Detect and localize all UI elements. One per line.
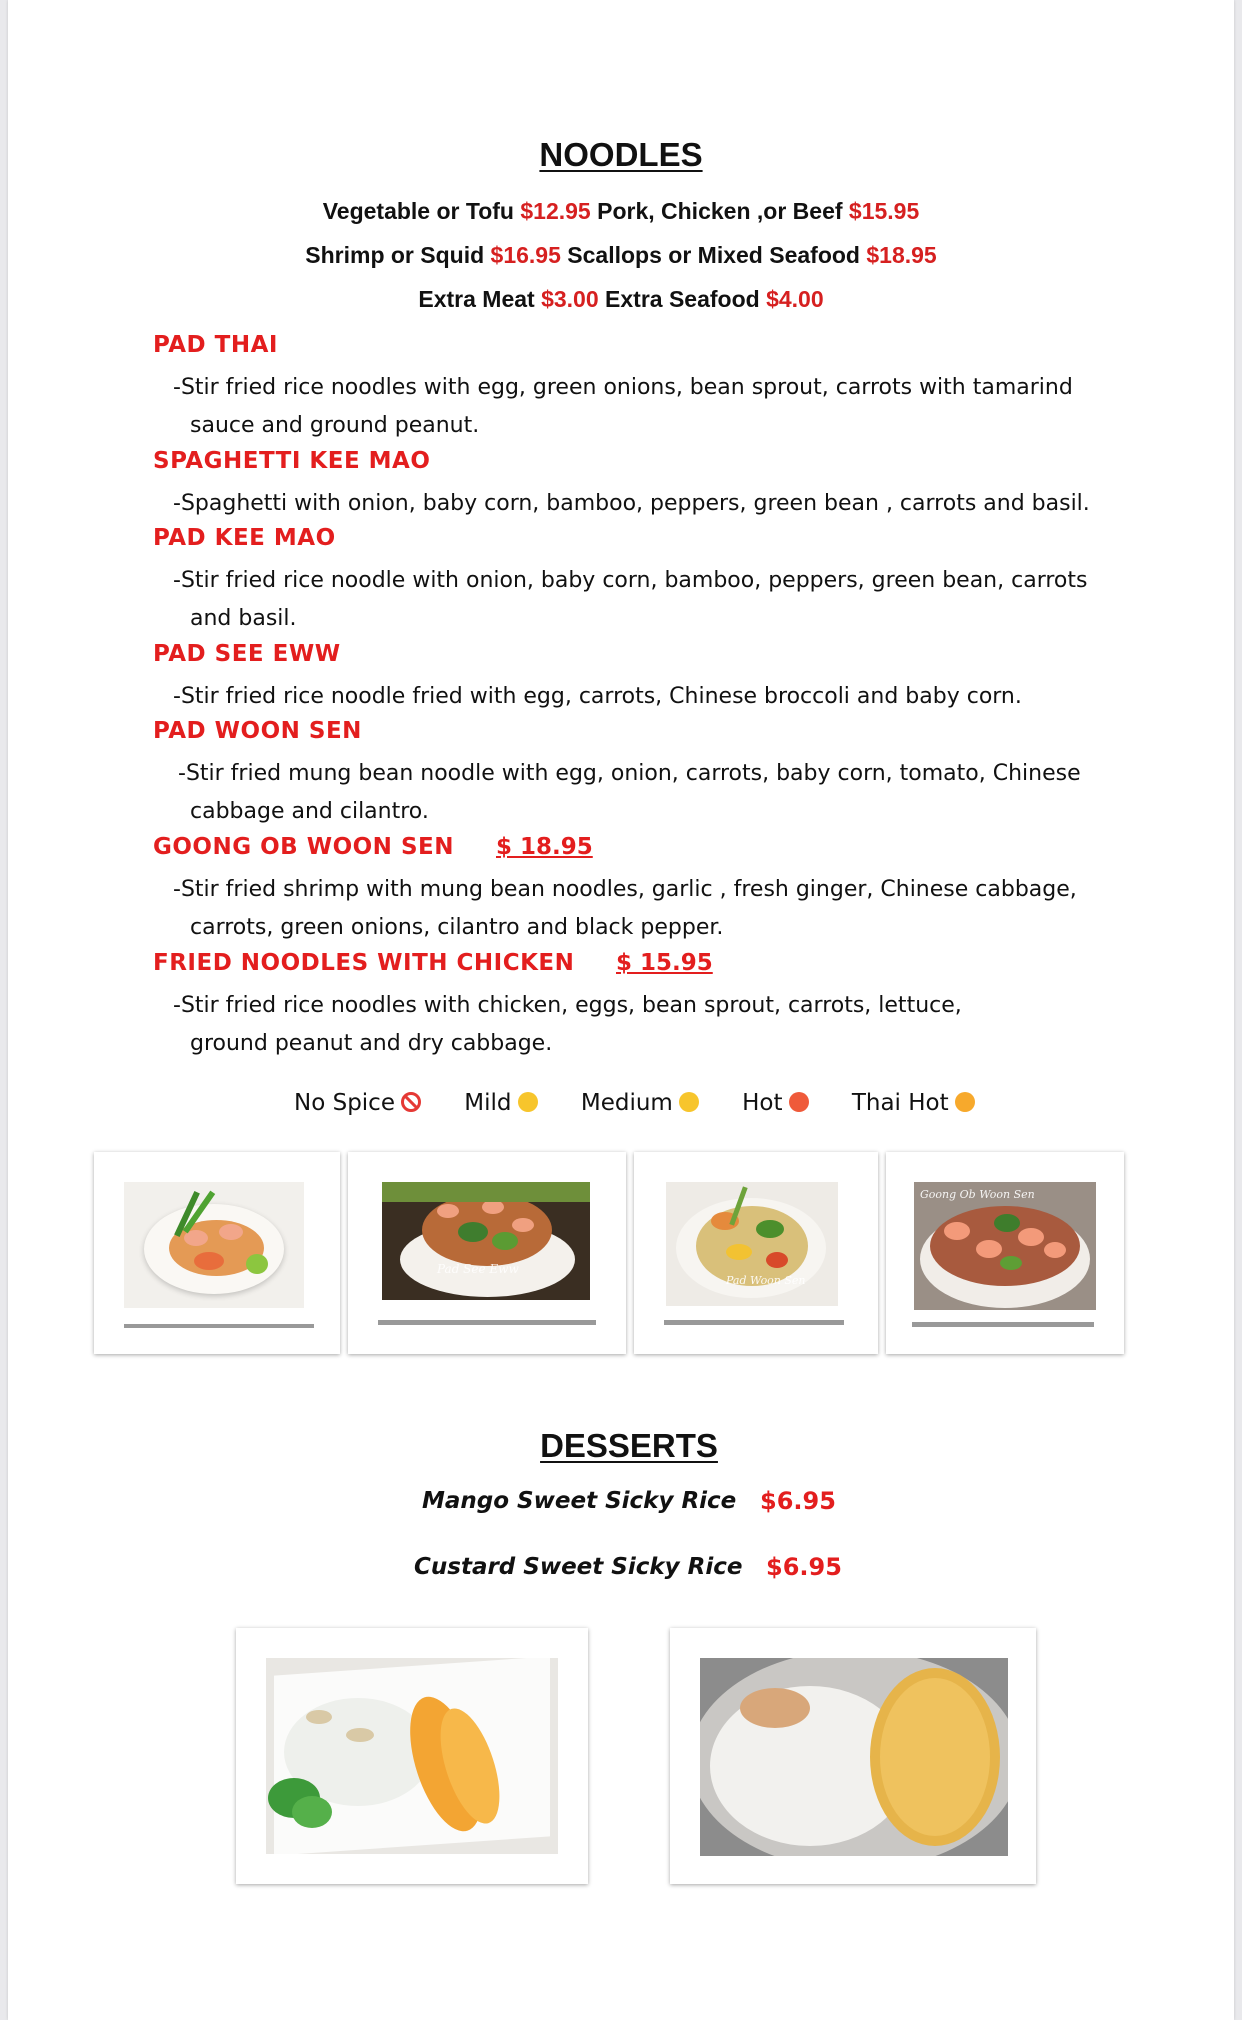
price-label: Shrimp or Squid xyxy=(305,242,491,268)
hot-face-icon xyxy=(789,1092,809,1112)
item-desc-pad-thai-line1: -Stir fried rice noodles with egg, green onions, bean sprout, carrots with tamarind xyxy=(173,375,1073,400)
price-value: $3.00 xyxy=(541,286,599,312)
dessert-name-custard: Custard Sweet Sicky Rice xyxy=(414,1554,743,1580)
spice-label-hot: Hot xyxy=(742,1090,783,1116)
item-price-fried-noodles-chicken: $ 15.95 xyxy=(616,950,713,976)
photo-frame-goong-ob-woon-sen xyxy=(886,1152,1124,1354)
price-value: $15.95 xyxy=(848,198,920,224)
photo-overlay-pad-see-eww: Pad See Eww xyxy=(437,1262,519,1276)
price-value: $16.95 xyxy=(490,242,561,268)
price-label: Extra Seafood xyxy=(598,286,767,312)
dessert-name-mango: Mango Sweet Sicky Rice xyxy=(422,1488,737,1514)
photo-overlay-pad-woon-sen: Pad Woon Sen xyxy=(726,1274,806,1287)
item-desc-fried-noodles-chicken-line1: -Stir fried rice noodles with chicken, eggs, bean sprout, carrots, lettuce, xyxy=(173,993,962,1018)
item-desc-fried-noodles-chicken-line2: ground peanut and dry cabbage. xyxy=(190,1031,553,1056)
spice-level-none xyxy=(294,1090,421,1116)
item-desc-pad-see-eww: -Stir fried rice noodle fried with egg, carrots, Chinese broccoli and baby corn. xyxy=(173,684,1022,709)
dessert-price-custard: $6.95 xyxy=(766,1553,842,1581)
photo-frame-custard-sticky-rice xyxy=(670,1628,1036,1884)
photo-custard-sticky-rice xyxy=(700,1658,1008,1856)
item-name-pad-see-eww: PAD SEE EWW xyxy=(153,641,341,667)
exploding-head-icon xyxy=(955,1092,975,1112)
item-desc-pad-woon-sen-line2: cabbage and cilantro. xyxy=(190,799,429,824)
item-desc-goong-ob-woon-sen-line1: -Stir fried shrimp with mung bean noodles, garlic , fresh ginger, Chinese cabbage, xyxy=(173,877,1077,902)
spice-level-medium xyxy=(581,1090,699,1116)
item-desc-pad-thai-line2: sauce and ground peanut. xyxy=(190,413,480,438)
photo-pad-see-eww xyxy=(382,1182,590,1300)
spice-label-mild: Mild xyxy=(464,1090,512,1116)
item-name-pad-kee-mao: PAD KEE MAO xyxy=(153,525,336,551)
menu-page xyxy=(8,0,1234,2020)
desserts-title: DESSERTS xyxy=(540,1427,718,1464)
noodles-title: NOODLES xyxy=(539,136,703,173)
spice-level-mild xyxy=(464,1090,537,1116)
item-name-fried-noodles-chicken: FRIED NOODLES WITH CHICKEN xyxy=(153,950,575,976)
price-label: Pork, Chicken ,or Beef xyxy=(590,198,849,224)
price-label: Scallops or Mixed Seafood xyxy=(560,242,867,268)
price-label: Vegetable or Tofu xyxy=(322,198,521,224)
item-name-goong-ob-woon-sen: GOONG OB WOON SEN xyxy=(153,834,454,860)
item-name-pad-thai: PAD THAI xyxy=(153,332,278,358)
spice-level-hot xyxy=(742,1090,808,1116)
item-price-goong-ob-woon-sen: $ 18.95 xyxy=(496,834,593,860)
photo-pad-woon-sen xyxy=(666,1182,838,1306)
spice-level-thai-hot xyxy=(852,1090,975,1116)
photo-mango-sticky-rice xyxy=(266,1658,558,1854)
item-desc-pad-kee-mao-line1: -Stir fried rice noodle with onion, baby corn, bamboo, peppers, green bean, carrots xyxy=(173,568,1088,593)
photo-goong-ob-woon-sen xyxy=(914,1182,1096,1310)
item-name-pad-woon-sen: PAD WOON SEN xyxy=(153,718,362,744)
photo-overlay-goong-ob-woon-sen: Goong Ob Woon Sen xyxy=(920,1188,1035,1201)
photo-frame-mango-sticky-rice xyxy=(236,1628,588,1884)
item-desc-goong-ob-woon-sen-line2: carrots, green onions, cilantro and black pepper. xyxy=(190,915,724,940)
no-entry-icon xyxy=(401,1092,421,1112)
photo-pad-thai xyxy=(124,1182,304,1308)
spice-label-none: No Spice xyxy=(294,1090,395,1116)
surprised-face-icon xyxy=(679,1092,699,1112)
spice-legend xyxy=(294,1090,1011,1116)
photo-frame-pad-see-eww xyxy=(348,1152,626,1354)
dessert-price-mango: $6.95 xyxy=(760,1487,836,1515)
price-value: $4.00 xyxy=(766,286,824,312)
price-value: $18.95 xyxy=(866,242,937,268)
spice-label-medium: Medium xyxy=(580,1090,673,1116)
item-desc-pad-kee-mao-line2: and basil. xyxy=(190,606,297,631)
price-line-2 xyxy=(8,242,1234,269)
item-desc-pad-woon-sen-line1: -Stir fried mung bean noodle with egg, onion, carrots, baby corn, tomato, Chinese xyxy=(178,761,1081,786)
photo-frame-pad-thai xyxy=(94,1152,340,1354)
price-line-3 xyxy=(8,286,1234,313)
slight-smile-icon xyxy=(518,1092,538,1112)
price-label: Extra Meat xyxy=(418,286,542,312)
item-desc-spaghetti-kee-mao: -Spaghetti with onion, baby corn, bamboo, peppers, green bean , carrots and basil. xyxy=(173,491,1090,516)
photo-frame-pad-woon-sen xyxy=(634,1152,878,1354)
spice-label-thai-hot: Thai Hot xyxy=(851,1090,949,1116)
item-name-spaghetti-kee-mao: SPAGHETTI KEE MAO xyxy=(153,448,431,474)
price-line-1 xyxy=(8,198,1234,225)
price-value: $12.95 xyxy=(520,198,591,224)
